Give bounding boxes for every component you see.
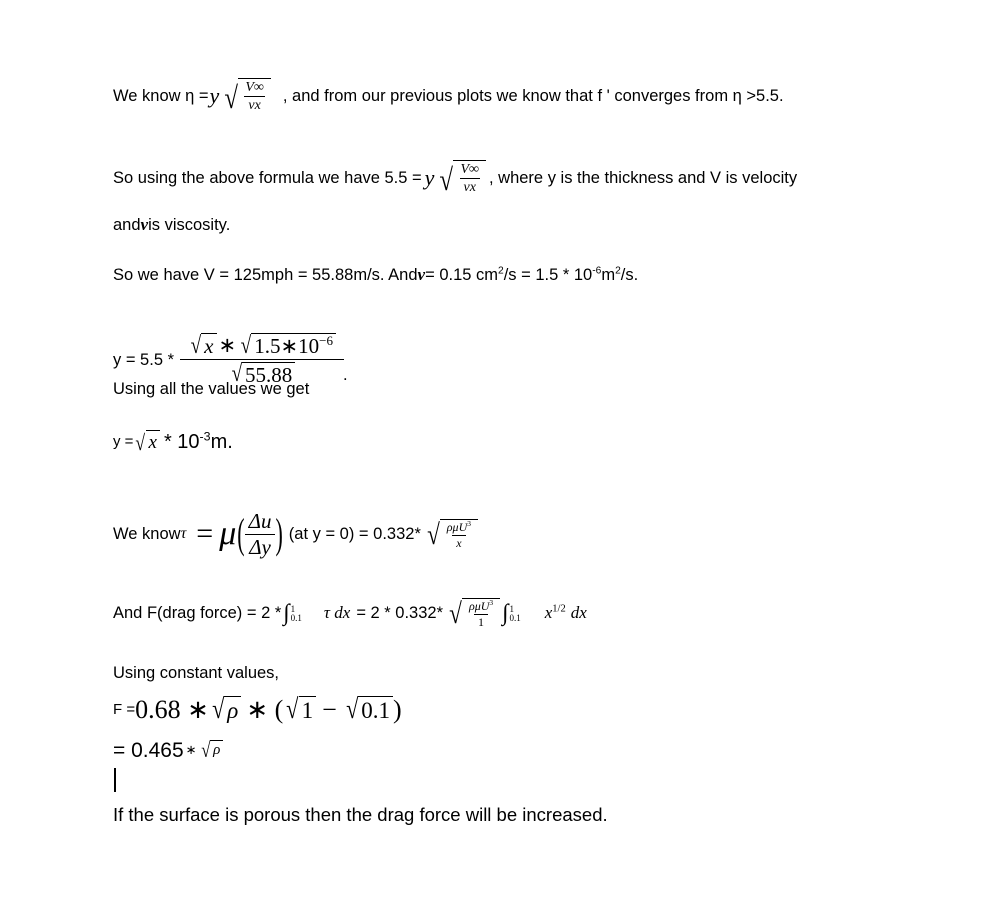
line8-equals: =: [196, 517, 214, 551]
equation-y-result: [113, 430, 233, 454]
line11-coefficient: 0.68 ∗: [135, 695, 209, 724]
line8-tau-symbol: τ: [180, 525, 187, 543]
line11-radicand-one: 1: [299, 696, 317, 724]
equation-shear-stress: [113, 510, 478, 558]
line5-radicand-den: 55.88: [242, 362, 295, 387]
line4-text-a: So we have V = 125mph = 55.88m/s. And: [113, 265, 418, 284]
line8-radicand-fraction: [443, 518, 475, 550]
radical-sign-icon: √: [240, 332, 252, 359]
line5-radicand-x: x: [201, 333, 216, 358]
paragraph-conclusion: [113, 805, 608, 825]
line11-radicand-tenth: 0.1: [358, 696, 393, 724]
line3-text-after: is viscosity.: [148, 215, 231, 234]
line9-text-b: = 2 * 0.332*: [356, 604, 444, 623]
line9-integral-1-lower: 0.1: [290, 612, 302, 623]
line8-fraction: [245, 510, 276, 558]
line9-radicand-numerator: [465, 600, 497, 614]
line2-frac-numerator: V∞: [460, 162, 479, 177]
radical-sign-icon: √: [190, 332, 202, 359]
line11-close-paren: ): [392, 695, 402, 724]
radical-sign-icon: √: [449, 597, 462, 630]
paragraph-formula-substitution: [113, 160, 798, 198]
line11-minus: −: [322, 695, 337, 724]
integral-sign-icon: ∫: [283, 600, 290, 627]
line9-radicand: [462, 598, 500, 629]
line2-text-before: So using the above formula we have 5.5 =: [113, 168, 422, 187]
line2-y-variable: y: [424, 164, 435, 190]
line12-text-a: = 0.465: [113, 739, 184, 762]
line1-radicand: [238, 78, 271, 113]
line7-sqrt-x: [133, 430, 160, 454]
line5-fraction: [184, 333, 340, 386]
line2-text-after: , where y is the thickness and V is velocity: [489, 168, 798, 187]
line9-integral-2-upper: 1: [509, 603, 514, 614]
line5-sqrt-nu: [238, 333, 336, 358]
line3-text-before: and: [113, 215, 141, 234]
line9-integral-2: [500, 600, 521, 627]
line8-sqrt: [424, 519, 478, 550]
line10-text: Using constant values,: [113, 664, 280, 682]
line5-radicand-value: [251, 333, 336, 358]
line11-sqrt-rho: [209, 696, 241, 724]
line1-text-before: We know η =: [113, 86, 209, 105]
line8-radicand-numerator: [443, 518, 475, 535]
line9-rad-num-base: ρμU: [468, 599, 490, 613]
line12-sqrt-rho: [199, 740, 224, 761]
paragraph-constant-values: [113, 664, 279, 682]
line11-text-a: F =: [113, 700, 136, 718]
line8-rad-num-base: ρμU: [446, 519, 468, 534]
line5-period: .: [343, 366, 348, 385]
line9-sqrt: [446, 598, 500, 629]
line1-fraction: [241, 80, 268, 113]
line9-dx: dx: [570, 603, 587, 623]
line9-rad-num-exponent: 3: [489, 598, 494, 607]
radical-sign-icon: √: [200, 738, 211, 763]
line13-text: If the surface is porous then the drag force will be increased.: [113, 804, 608, 825]
line4-text-e: /s.: [620, 265, 639, 284]
line5-sqrt-x: [188, 333, 217, 358]
text-cursor: [114, 768, 116, 792]
line7-exponent: -3: [199, 429, 211, 444]
line8-frac-denominator: Δy: [245, 534, 275, 559]
line2-fraction: [456, 162, 483, 195]
integral-sign-icon: ∫: [502, 600, 509, 627]
line8-rad-num-exponent: 3: [467, 518, 471, 528]
line5-radicand-base: 1.5∗10: [254, 334, 320, 358]
line1-frac-numerator: V∞: [245, 80, 264, 95]
line8-frac-numerator: Δu: [248, 509, 272, 533]
radical-sign-icon: √: [135, 430, 146, 455]
line4-sup-2b: 2: [615, 265, 621, 277]
line9-x-power: [521, 603, 566, 623]
line8-radicand-denominator: x: [452, 535, 465, 550]
radical-sign-icon: √: [211, 694, 225, 725]
equation-drag-force-integral: [113, 598, 587, 629]
line9-radicand-denominator: 1: [474, 614, 488, 629]
line2-sqrt: [436, 160, 486, 198]
line4-power-exponent: [592, 266, 601, 284]
line1-y-variable: y: [209, 82, 220, 108]
line11-sqrt-one: [283, 696, 316, 724]
radical-sign-icon: √: [231, 361, 242, 388]
line1-sqrt: [221, 78, 271, 116]
radical-sign-icon: √: [439, 162, 454, 198]
line8-close-paren: ): [275, 509, 283, 557]
line12-radicand-rho: ρ: [210, 740, 223, 761]
paragraph-viscosity-note: [113, 215, 230, 235]
line7-exponent-wrap: [200, 431, 211, 453]
line5-numerator: [184, 333, 340, 359]
radical-sign-icon: √: [427, 518, 440, 551]
line4-sup-2a: 2: [498, 265, 504, 277]
line5-lhs: y = 5.5 *: [113, 350, 174, 369]
radical-sign-icon: √: [224, 80, 239, 116]
line1-text-after: , and from our previous plots we know that f ' converges from η >5.5.: [282, 86, 784, 105]
line8-mu-symbol: μ: [219, 515, 237, 553]
line9-x-exponent: 1/2: [552, 603, 566, 615]
line9-radicand-fraction: [465, 600, 497, 629]
line4-nu-symbol: ν: [417, 265, 426, 284]
line11-sqrt-tenth: [343, 696, 393, 724]
line8-text-b: (at y = 0) = 0.332*: [288, 525, 421, 544]
equation-y-fraction: [113, 333, 348, 386]
line7-radicand-x: x: [146, 430, 160, 454]
equation-force-expression: [113, 695, 402, 725]
radical-sign-icon: √: [345, 694, 359, 725]
line2-radicand: [453, 160, 486, 195]
line9-text-a: And F(drag force) = 2 *: [113, 604, 282, 623]
line1-frac-denominator: νx: [244, 96, 264, 113]
paragraph-using-values: [113, 380, 309, 398]
line4-text-c: /s = 1.5 * 10: [503, 265, 593, 284]
equation-force-result: [113, 739, 223, 762]
line9-integral-2-limits: [508, 605, 520, 622]
line4-sup-minus6: -6: [592, 265, 602, 277]
line5-radicand-exponent: −6: [319, 333, 333, 348]
line6-text: Using all the values we get: [113, 380, 310, 398]
line7-text-a: y =: [113, 432, 134, 450]
line9-integral-1: [281, 600, 302, 627]
line9-integral-1-upper: 1: [290, 603, 296, 614]
paragraph-eta-definition: [113, 78, 784, 116]
line8-text-a: We know: [113, 525, 181, 544]
line8-radicand: [440, 519, 478, 550]
line2-frac-denominator: νx: [460, 178, 480, 195]
line11-radicand-rho: ρ: [224, 696, 241, 724]
line9-integral-1-limits: [290, 605, 302, 622]
line12-star: ∗: [185, 742, 197, 758]
line4-text-b: = 0.15 cm: [425, 265, 499, 284]
paragraph-given-values: [113, 265, 638, 285]
line7-text-b: * 10: [163, 431, 200, 453]
radical-sign-icon: √: [286, 694, 299, 725]
line3-nu-symbol: ν: [140, 215, 149, 234]
line4-text-d: m: [601, 265, 616, 284]
line5-times-1: ∗: [218, 333, 237, 357]
line9-integral-2-lower: 0.1: [509, 612, 521, 623]
line8-open-paren: (: [237, 509, 245, 557]
line9-tau-dx: τ dx: [323, 603, 351, 623]
line7-text-c: m.: [210, 431, 233, 453]
line9-x-base: x: [544, 603, 553, 623]
line11-text-c: ∗ (: [246, 695, 284, 724]
